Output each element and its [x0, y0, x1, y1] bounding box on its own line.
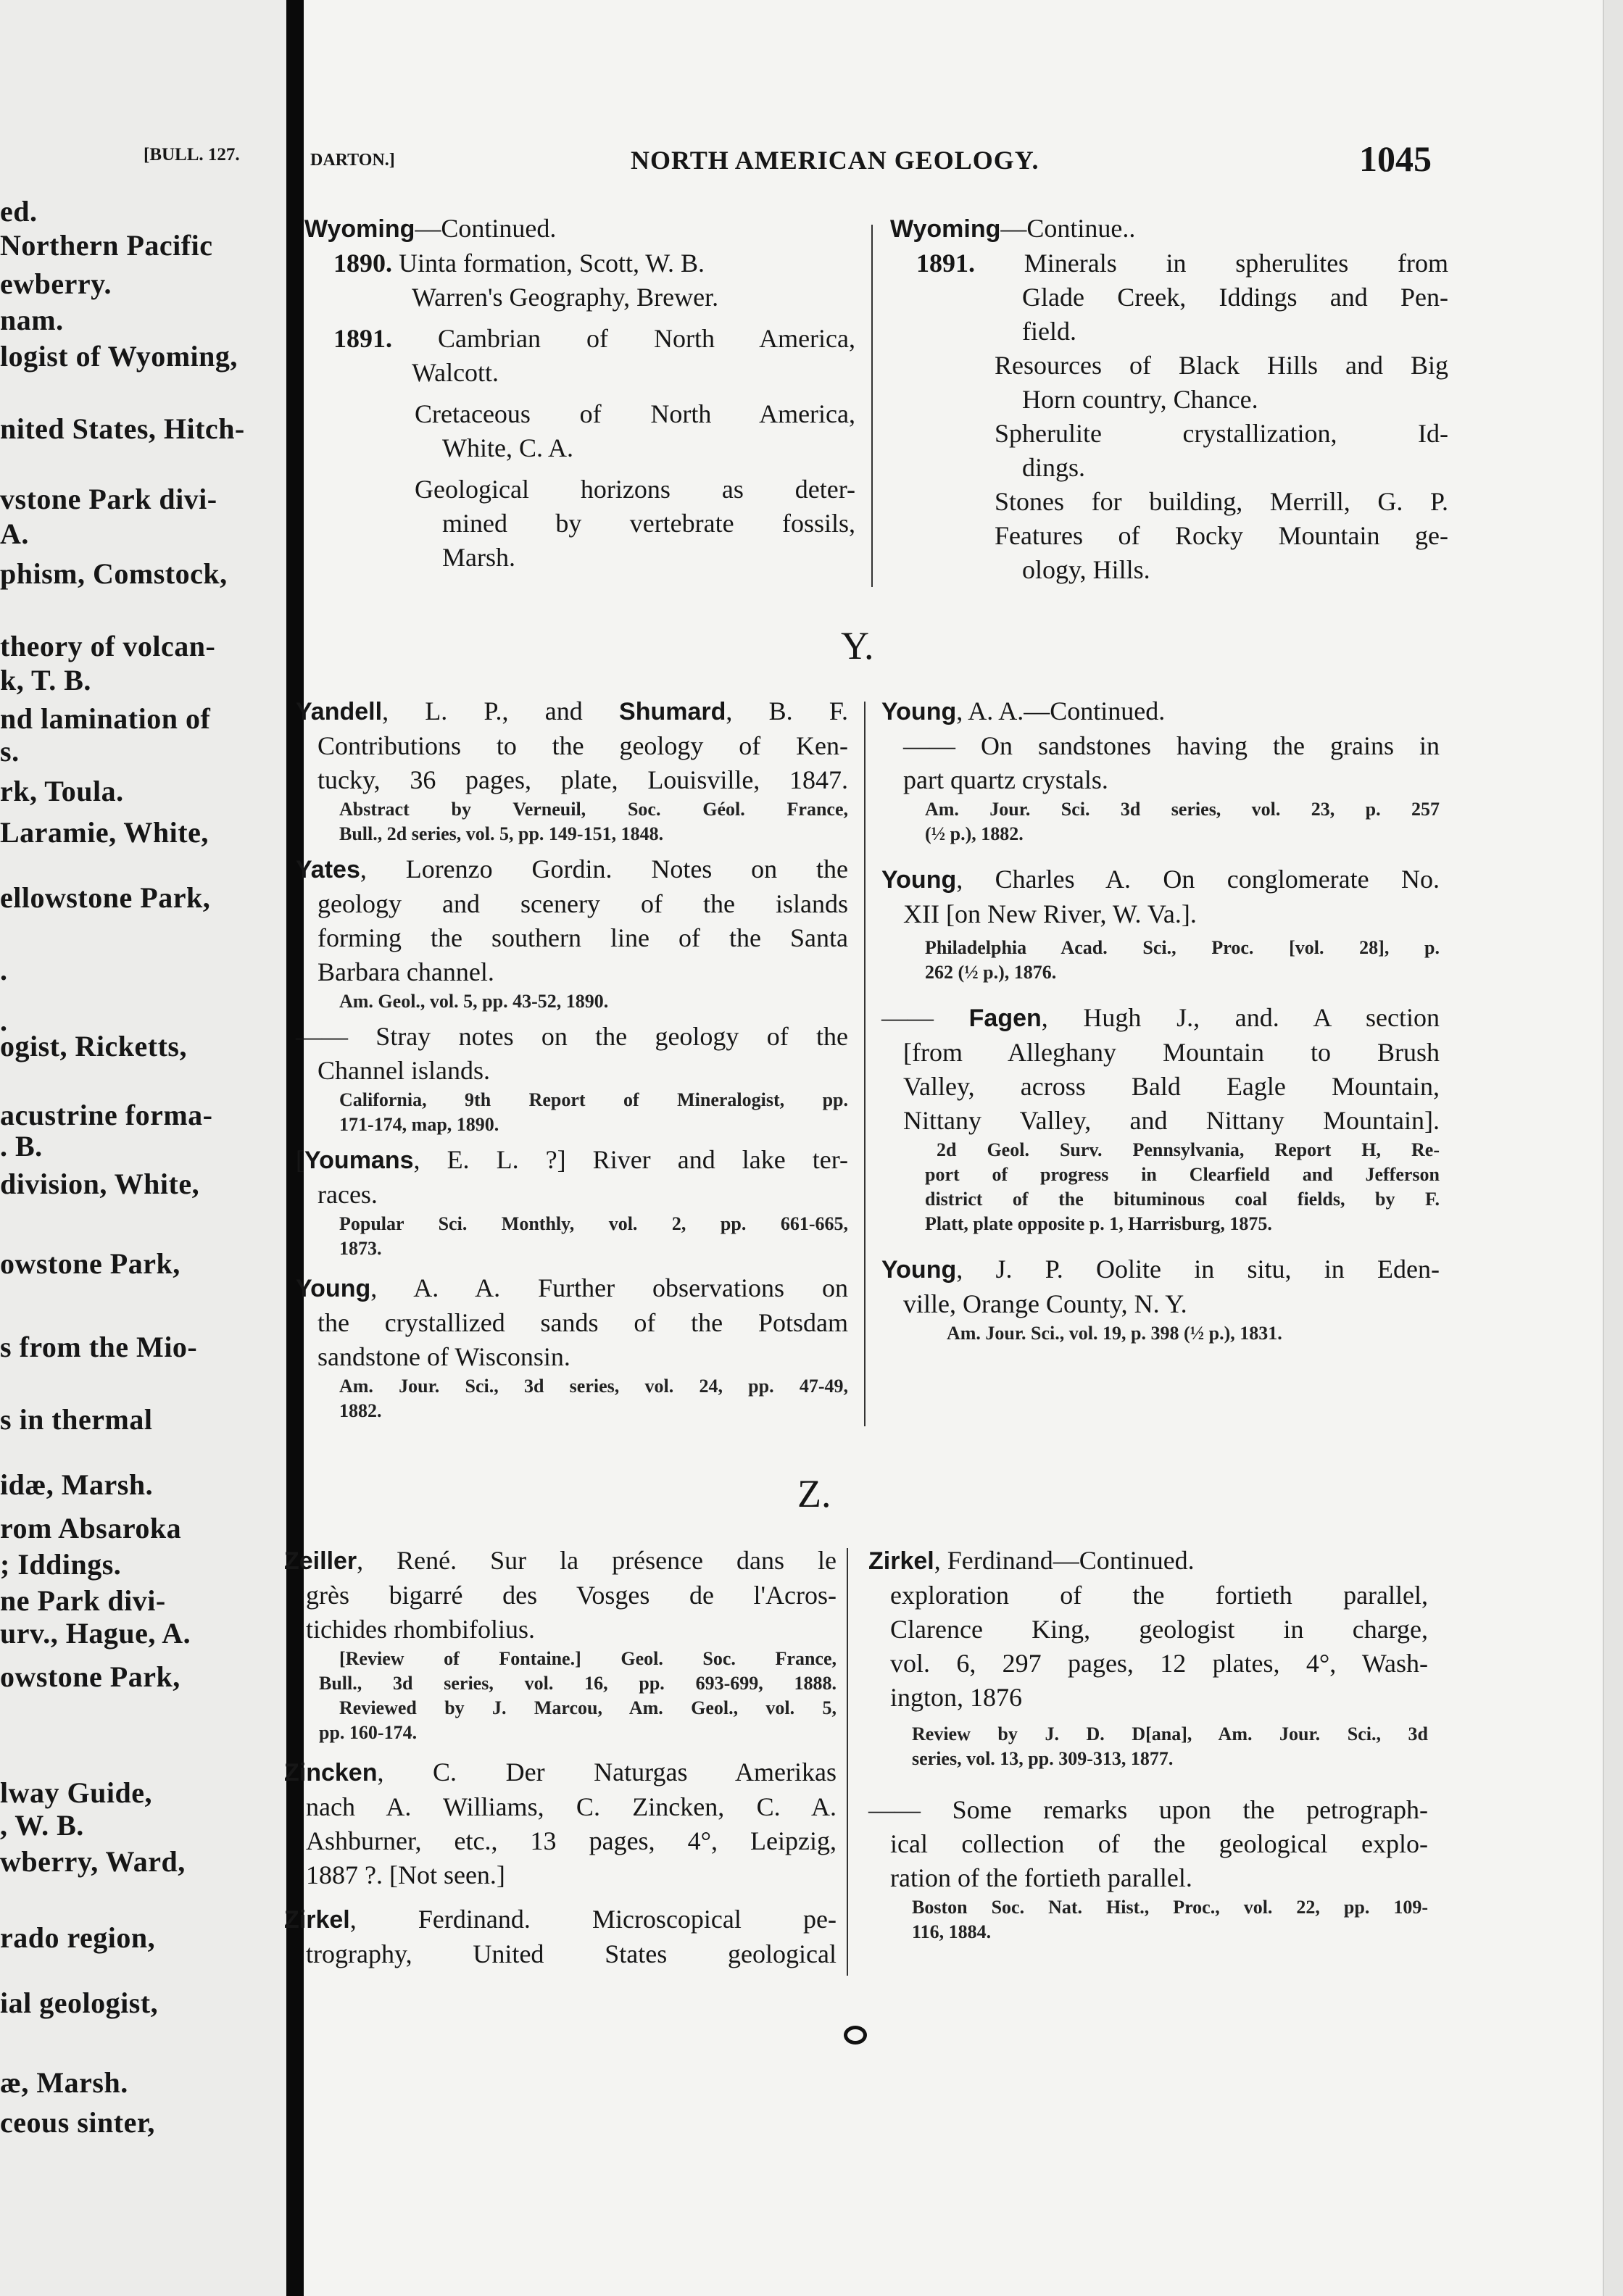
entry-yates	[296, 852, 848, 1014]
entry-year: 1890.	[333, 249, 392, 278]
entry-text: , J. P. Oolite in situ, in Eden-	[956, 1255, 1440, 1284]
entry-line: sandstone of Wisconsin.	[317, 1342, 570, 1371]
facing-page-line: nam.	[0, 304, 64, 336]
column-rule	[871, 225, 873, 587]
facing-page-line: k, T. B.	[0, 664, 91, 696]
facing-page-fragment	[0, 0, 286, 2296]
author-name: Zincken	[284, 1759, 378, 1787]
facing-page-line: Laramie, White,	[0, 816, 209, 849]
entry-line: ville, Orange County, N. Y.	[903, 1289, 1187, 1318]
citation-line: Am. Jour. Sci., 3d series, vol. 24, pp. 47-49,	[339, 1376, 848, 1397]
entry-text: [	[296, 1145, 304, 1174]
citation-line: port of progress in Clearfield and Jefferson	[925, 1164, 1440, 1185]
author-name: Youmans	[304, 1147, 414, 1174]
entry-line: Warren's Geography, Brewer.	[412, 283, 719, 312]
citation-line: Platt, plate opposite p. 1, Harrisburg, 1875.	[925, 1213, 1272, 1234]
citation-line: 1873.	[339, 1238, 382, 1259]
entry-line: Uinta formation, Scott, W. B.	[399, 249, 705, 278]
entry-text: ——	[881, 1003, 969, 1032]
author-name: Yandell	[296, 698, 383, 725]
entry-line: ology, Hills.	[1022, 555, 1150, 584]
facing-page-line: . B.	[0, 1130, 43, 1162]
citation-line: [Review of Fontaine.] Geol. Soc. France,	[339, 1648, 837, 1669]
facing-page-line: Northern Pacific	[0, 229, 213, 262]
y-right-column	[881, 694, 1440, 1362]
entry-text: , E. L. ?] River and lake ter-	[413, 1145, 848, 1174]
wyoming-right-column	[890, 212, 1448, 587]
entry-line: tucky, 36 pages, plate, Louisville, 1847.	[317, 765, 848, 794]
entry-line: —— Some remarks upon the petrograph-	[868, 1795, 1428, 1824]
entry-line: part quartz crystals.	[903, 765, 1108, 794]
entry-yates-2	[296, 1020, 848, 1137]
page-edge	[1603, 0, 1623, 2296]
facing-page-line: vstone Park divi-	[0, 483, 217, 515]
citation-line: 2d Geol. Surv. Pennsylvania, Report H, Re-	[937, 1139, 1440, 1160]
wyoming-right-items	[890, 246, 1448, 587]
facing-page-line: urv., Hague, A.	[0, 1617, 191, 1650]
citation-line: Abstract by Verneuil, Soc. Géol. France,	[339, 799, 848, 820]
entry-line: Contributions to the geology of Ken-	[317, 731, 848, 760]
wyoming-right-subitems	[916, 349, 1448, 587]
facing-page-line: owstone Park,	[0, 1660, 180, 1693]
entry-line: field.	[1022, 317, 1076, 346]
citation-line: 171-174, map, 1890.	[339, 1114, 499, 1135]
facing-page-line: rom Absaroka	[0, 1512, 182, 1544]
entry-fagen	[881, 1001, 1440, 1236]
facing-page-line: ial geologist,	[0, 1987, 159, 2019]
entry-zincken	[284, 1755, 837, 1892]
entry-text: , Lorenzo Gordin. Notes on the	[360, 854, 848, 883]
entry-line: XII [on New River, W. Va.].	[903, 899, 1197, 928]
facing-page-line: ed.	[0, 195, 38, 228]
entry-young-jp	[881, 1252, 1440, 1346]
citation-line: Boston Soc. Nat. Hist., Proc., vol. 22, pp. 109-	[912, 1897, 1428, 1918]
entry-line: ration of the fortieth parallel.	[890, 1863, 1192, 1892]
facing-page-line: ne Park divi-	[0, 1584, 166, 1617]
z-left-column	[284, 1544, 837, 1987]
author-name: Zeiller	[284, 1547, 357, 1575]
citation-line: Bull., 3d series, vol. 16, pp. 693-699, 1888.	[319, 1673, 837, 1694]
facing-page-line: ogist, Ricketts,	[0, 1030, 187, 1062]
facing-page-line: wberry, Ward,	[0, 1845, 186, 1878]
entry-line: nach A. Williams, C. Zincken, C. A.	[306, 1792, 837, 1821]
facing-page-line: lway Guide,	[0, 1776, 152, 1809]
entry-line: Geological horizons as deter-	[415, 475, 855, 504]
entry-young-ca	[881, 862, 1440, 985]
citation-line: 116, 1884.	[912, 1921, 992, 1942]
citation-line: Am. Geol., vol. 5, pp. 43-52, 1890.	[339, 991, 609, 1012]
facing-page-line: rado region,	[0, 1921, 156, 1954]
heading-name: Wyoming	[304, 215, 415, 243]
entry-line: grès bigarré des Vosges de l'Acros-	[306, 1581, 837, 1610]
facing-page-line: phism, Comstock,	[0, 557, 228, 590]
facing-page-line: ceous sinter,	[0, 2106, 155, 2139]
entry-zirkel-continued	[868, 1544, 1428, 1771]
entry-line: Glade Creek, Iddings and Pen-	[1022, 283, 1448, 312]
entry-line: Resources of Black Hills and Big	[995, 351, 1448, 380]
printer-mark	[844, 2026, 867, 2045]
citation-line: Philadelphia Acad. Sci., Proc. [vol. 28], p.	[925, 937, 1440, 958]
entry-year: 1891.	[916, 249, 975, 278]
author-name: Zirkel	[868, 1547, 934, 1575]
entry-text: , Hugh J., and. A section	[1041, 1003, 1440, 1032]
entry-text: , Charles A. On conglomerate No.	[956, 865, 1440, 894]
entry-text: , L. P., and	[382, 696, 620, 725]
entry-line: vol. 6, 297 pages, 12 plates, 4°, Wash-	[890, 1649, 1428, 1678]
entry-year: 1891.	[333, 324, 392, 353]
entry-text: , A. A. Further observations on	[370, 1273, 848, 1302]
citation-line: Am. Jour. Sci., vol. 19, p. 398 (½ p.), 1831.	[947, 1323, 1282, 1344]
entry-line: —— Stray notes on the geology of the	[296, 1022, 848, 1051]
wyoming-left-subitems	[333, 397, 855, 575]
wyoming-left-items	[304, 246, 855, 575]
facing-page-line: nd lamination of	[0, 702, 211, 735]
entry-line: exploration of the fortieth parallel,	[890, 1581, 1428, 1610]
citation-line: Bull., 2d series, vol. 5, pp. 149-151, 1848.	[339, 823, 664, 844]
heading-suffix: —Continue..	[1000, 214, 1136, 243]
citation-line: 1882.	[339, 1400, 382, 1421]
entry-line: Walcott.	[412, 358, 499, 387]
entry-line: tichides rhombifolius.	[306, 1615, 535, 1644]
entry-line: —— On sandstones having the grains in	[903, 731, 1440, 760]
citation-line: Am. Jour. Sci. 3d series, vol. 23, p. 257	[925, 799, 1440, 820]
column-rule	[864, 702, 866, 1426]
facing-page-line: idæ, Marsh.	[0, 1468, 154, 1501]
facing-page-line: acustrine forma-	[0, 1099, 213, 1131]
entry-yandell	[296, 694, 848, 847]
entry-line: Features of Rocky Mountain ge-	[995, 521, 1448, 550]
author-name: Young	[296, 1275, 371, 1302]
entry-line: White, C. A.	[442, 433, 573, 462]
section-letter-y: Y.	[841, 624, 874, 667]
facing-page-line: æ, Marsh.	[0, 2066, 128, 2099]
citation-line: Reviewed by J. Marcou, Am. Geol., vol. 5,	[339, 1697, 837, 1718]
entry-line: races.	[317, 1180, 378, 1209]
facing-page-line: logist of Wyoming,	[0, 340, 238, 373]
citation-line: Review by J. D. D[ana], Am. Jour. Sci., 3d	[912, 1723, 1428, 1744]
facing-page-header: [BULL. 127.	[144, 145, 240, 165]
entry-text: , C. Der Naturgas Amerikas	[377, 1758, 837, 1787]
entry-line: Barbara channel.	[317, 957, 494, 986]
running-head-author: DARTON.]	[310, 151, 395, 170]
entry-line: Spherulite crystallization, Id-	[995, 419, 1448, 448]
facing-page-line: rk, Toula.	[0, 775, 124, 807]
entry-line: Minerals in spherulites from	[1024, 249, 1449, 278]
entry-line: geology and scenery of the islands	[317, 889, 848, 918]
author-name: Young	[881, 866, 957, 894]
citation-line: district of the bituminous coal fields, by F.	[925, 1189, 1440, 1210]
facing-page-line: .	[0, 954, 8, 986]
entry-young-aa	[296, 1271, 848, 1423]
entry-line: trography, United States geological	[306, 1939, 837, 1968]
entry-young-aa-continued	[881, 694, 1440, 847]
entry-line: the crystallized sands of the Potsdam	[317, 1308, 848, 1337]
entry-line: mined by vertebrate fossils,	[442, 509, 855, 538]
facing-page-line: s from the Mio-	[0, 1331, 198, 1363]
entry-line: Marsh.	[442, 543, 515, 572]
facing-page-line: s in thermal	[0, 1403, 153, 1436]
author-name: Young	[881, 698, 957, 725]
citation-line: (½ p.), 1882.	[925, 823, 1024, 844]
entry-line: 1887 ?. [Not seen.]	[306, 1860, 505, 1889]
facing-page-line: theory of volcan-	[0, 630, 216, 662]
author-name: Zirkel	[284, 1906, 350, 1934]
facing-page-line: , W. B.	[0, 1809, 84, 1842]
entry-text: , Ferdinand—Continued.	[934, 1546, 1195, 1575]
entry-line: Cambrian of North America,	[438, 324, 855, 353]
author-name: Yates	[296, 856, 360, 883]
entry-line: Valley, across Bald Eagle Mountain,	[903, 1072, 1440, 1101]
entry-line: ington, 1876	[890, 1683, 1023, 1712]
wyoming-left-column	[304, 212, 855, 575]
facing-page-line: A.	[0, 517, 29, 550]
author-name: Young	[881, 1256, 957, 1284]
citation-line: 262 (½ p.), 1876.	[925, 962, 1057, 983]
running-head-title: NORTH AMERICAN GEOLOGY.	[631, 146, 1039, 175]
entry-text: , B. F.	[726, 696, 848, 725]
entry-text: , A. A.—Continued.	[956, 696, 1166, 725]
entry-line: dings.	[1022, 453, 1086, 482]
heading-suffix: —Continued.	[415, 214, 557, 243]
entry-line: Horn country, Chance.	[1022, 385, 1258, 414]
citation-line: pp. 160-174.	[319, 1722, 418, 1743]
entry-line: Cretaceous of North America,	[415, 399, 855, 428]
citation-line: series, vol. 13, pp. 309-313, 1877.	[912, 1748, 1174, 1769]
entry-line: Stones for building, Merrill, G. P.	[995, 487, 1448, 516]
citation-line: Popular Sci. Monthly, vol. 2, pp. 661-665,	[339, 1213, 848, 1234]
column-rule	[847, 1548, 848, 1976]
entry-line: Nittany Valley, and Nittany Mountain].	[903, 1106, 1440, 1135]
y-left-column	[296, 694, 848, 1439]
facing-page-line: nited States, Hitch-	[0, 412, 245, 445]
section-letter-z: Z.	[797, 1472, 831, 1515]
page-number: 1045	[1359, 138, 1432, 179]
author-name: Shumard	[619, 698, 726, 725]
facing-page-line: owstone Park,	[0, 1247, 180, 1280]
entry-text: , René. Sur la présence dans le	[357, 1546, 837, 1575]
citation-line: California, 9th Report of Mineralogist, pp.	[339, 1089, 848, 1110]
facing-page-line: .	[0, 1004, 8, 1037]
facing-page-line: ellowstone Park,	[0, 881, 211, 914]
facing-page-line: ewberry.	[0, 267, 112, 300]
entry-line: Channel islands.	[317, 1056, 490, 1085]
entry-youmans	[296, 1143, 848, 1261]
entry-line: Ashburner, etc., 13 pages, 4°, Leipzig,	[306, 1826, 837, 1855]
entry-line: forming the southern line of the Santa	[317, 923, 848, 952]
facing-page-line: division, White,	[0, 1168, 200, 1200]
entry-line: [from Alleghany Mountain to Brush	[903, 1038, 1440, 1067]
z-right-column	[868, 1544, 1428, 1960]
entry-zirkel	[284, 1902, 837, 1971]
entry-zeiller	[284, 1544, 837, 1745]
entry-text: , Ferdinand. Microscopical pe-	[349, 1905, 837, 1934]
entry-zirkel-2	[868, 1793, 1428, 1944]
facing-page-line: ; Iddings.	[0, 1548, 122, 1581]
entry-line: ical collection of the geological explo-	[890, 1829, 1428, 1858]
author-name: Fagen	[968, 1004, 1042, 1032]
entry-line: Clarence King, geologist in charge,	[890, 1615, 1428, 1644]
heading-name: Wyoming	[890, 215, 1001, 243]
facing-page-line: s.	[0, 735, 20, 768]
